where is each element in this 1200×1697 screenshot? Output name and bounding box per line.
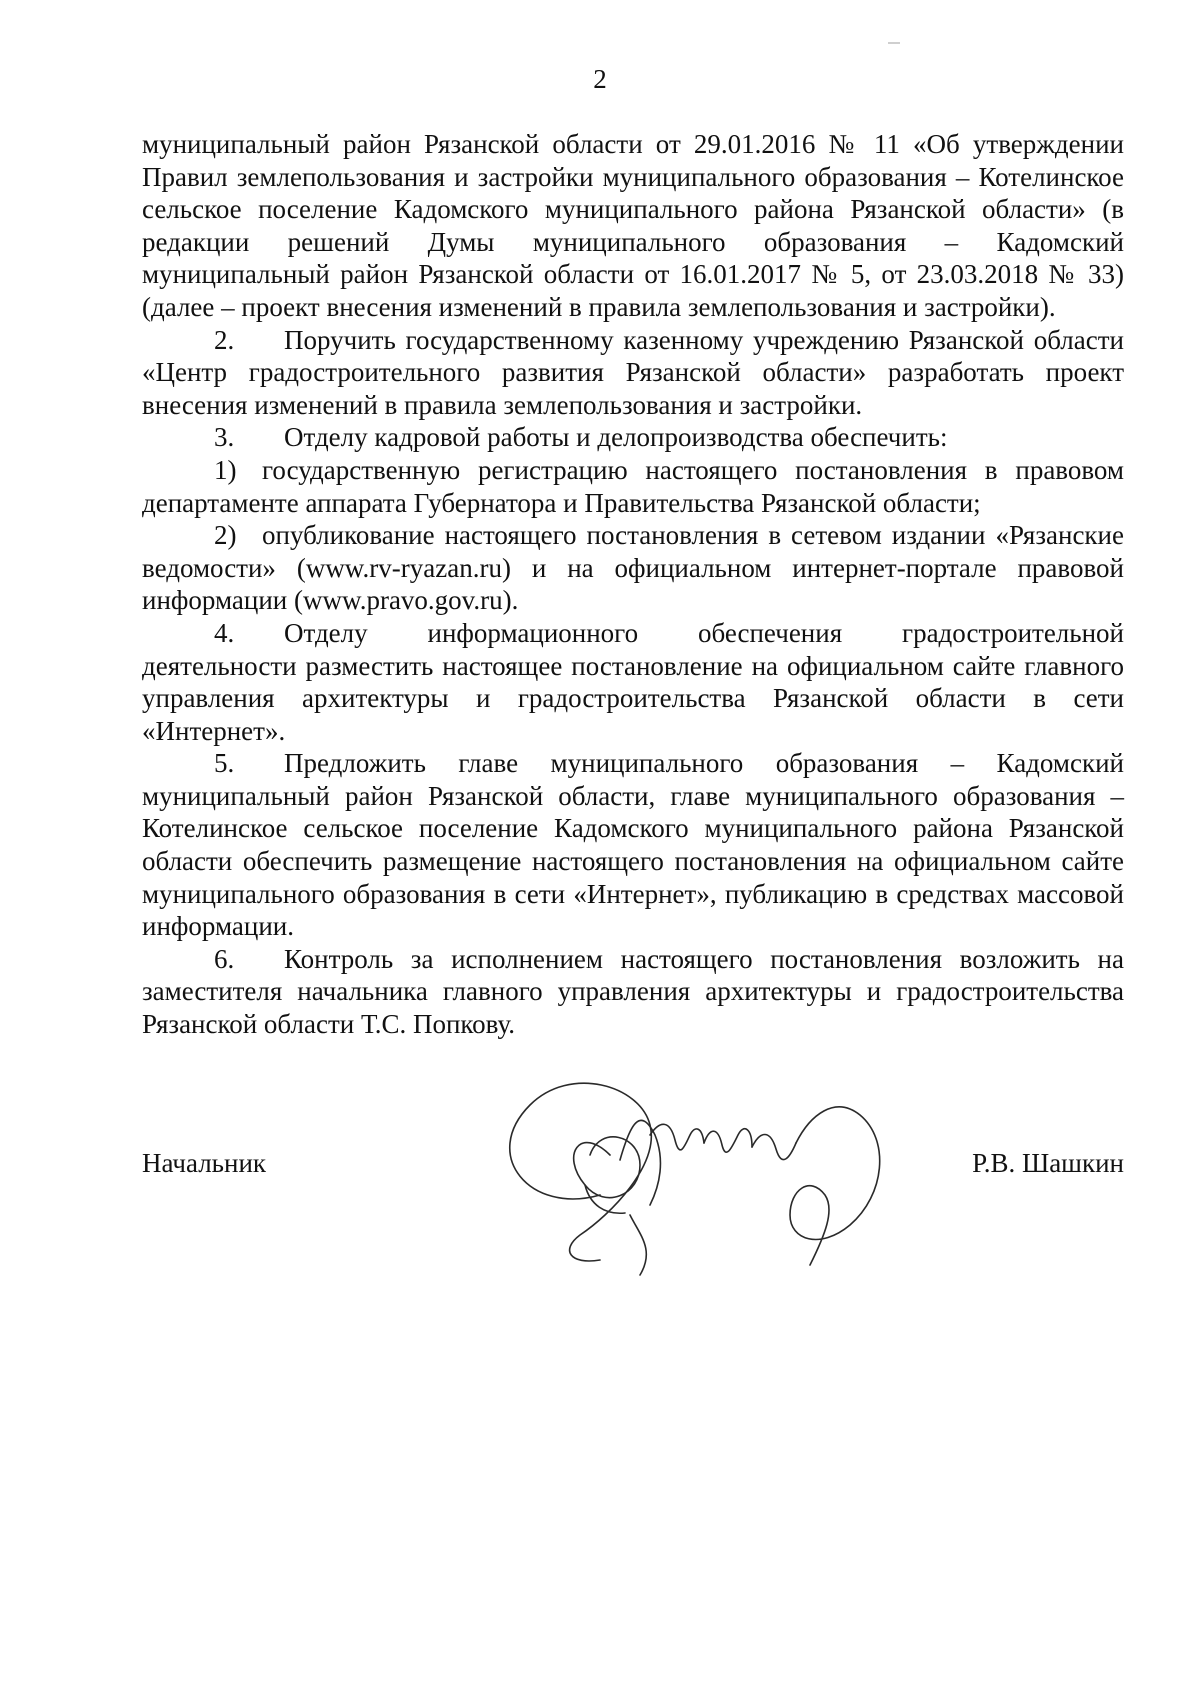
- item-5-paragraph: [142, 747, 1124, 943]
- subitem-2-paragraph: [142, 519, 1124, 617]
- item-3-number: 3.: [214, 422, 235, 453]
- item-2-paragraph: [142, 324, 1124, 422]
- item-4-paragraph: [142, 617, 1124, 747]
- scan-speck: [888, 42, 900, 44]
- subitem-2-number: 2): [214, 520, 237, 551]
- intro-paragraph: муниципальный район Рязанской области от 29.01.2016 № 11 «Об утверждении Правил землепользования и застройки муниципального образования – Котелинское сельское поселение Кадомского муниципального района Рязанской области» (в редакции решений Думы муниципального образования – Кадомский муниципальный район Рязанской области от 16.01.2017 № 5, от 23.03.2018 № 33) (далее – проект внесения изменений в правила землепользования и застройки).: [142, 129, 1124, 322]
- item-2-text: Поручить государственному казенному учреждению Рязанской области «Центр градостроительного развития Рязанской области» разработать проект внесения изменений в правила землепользования и застройки.: [142, 324, 1124, 420]
- item-4-number: 4.: [214, 617, 235, 648]
- subitem-1-number: 1): [214, 454, 237, 485]
- item-5-text: Предложить главе муниципального образования – Кадомский муниципальный район Рязанской области, главе муниципального образования – Котелинское сельское поселение Кадомского муниципального района Рязанской области обеспечить размещение настоящего постановления на официальном сайте муниципального образования в сети «Интернет», публикацию в средствах массовой информации.: [142, 748, 1124, 942]
- subitem-2-text: опубликование настоящего постановления в сетевом издании «Рязанские ведомости» (www.rv-ryazan.ru) и на официальном интернет-портале правовой информации (www.pravo.gov.ru).: [142, 520, 1124, 616]
- item-6-number: 6.: [214, 943, 235, 974]
- item-5-number: 5.: [214, 748, 235, 779]
- item-6-text: Контроль за исполнением настоящего постановления возложить на заместителя начальника главного управления архитектуры и градостроительства Рязанской области Т.С. Попкову.: [142, 943, 1124, 1040]
- document-body: [142, 128, 1124, 1041]
- item-3-paragraph: [142, 421, 1124, 454]
- signatory-position: Начальник: [142, 1148, 267, 1178]
- page-number: 2: [593, 64, 607, 94]
- item-2-number: 2.: [214, 324, 235, 355]
- item-6-paragraph: [142, 943, 1124, 1041]
- item-3-text: Отделу кадровой работы и делопроизводства обеспечить:: [284, 422, 948, 453]
- subitem-1-text: государственную регистрацию настоящего постановления в правовом департаменте аппарата Губернатора и Правительства Рязанской области;: [142, 454, 1124, 518]
- item-4-text: Отделу информационного обеспечения градостроительной деятельности разместить настоящее постановление на официальном сайте главного управления архитектуры и градостроительства Рязанской области в сети «Интернет».: [142, 617, 1124, 746]
- handwritten-signature: [490, 1065, 910, 1295]
- signatory-name: Р.В. Шашкин: [972, 1148, 1124, 1178]
- subitem-1-paragraph: [142, 454, 1124, 519]
